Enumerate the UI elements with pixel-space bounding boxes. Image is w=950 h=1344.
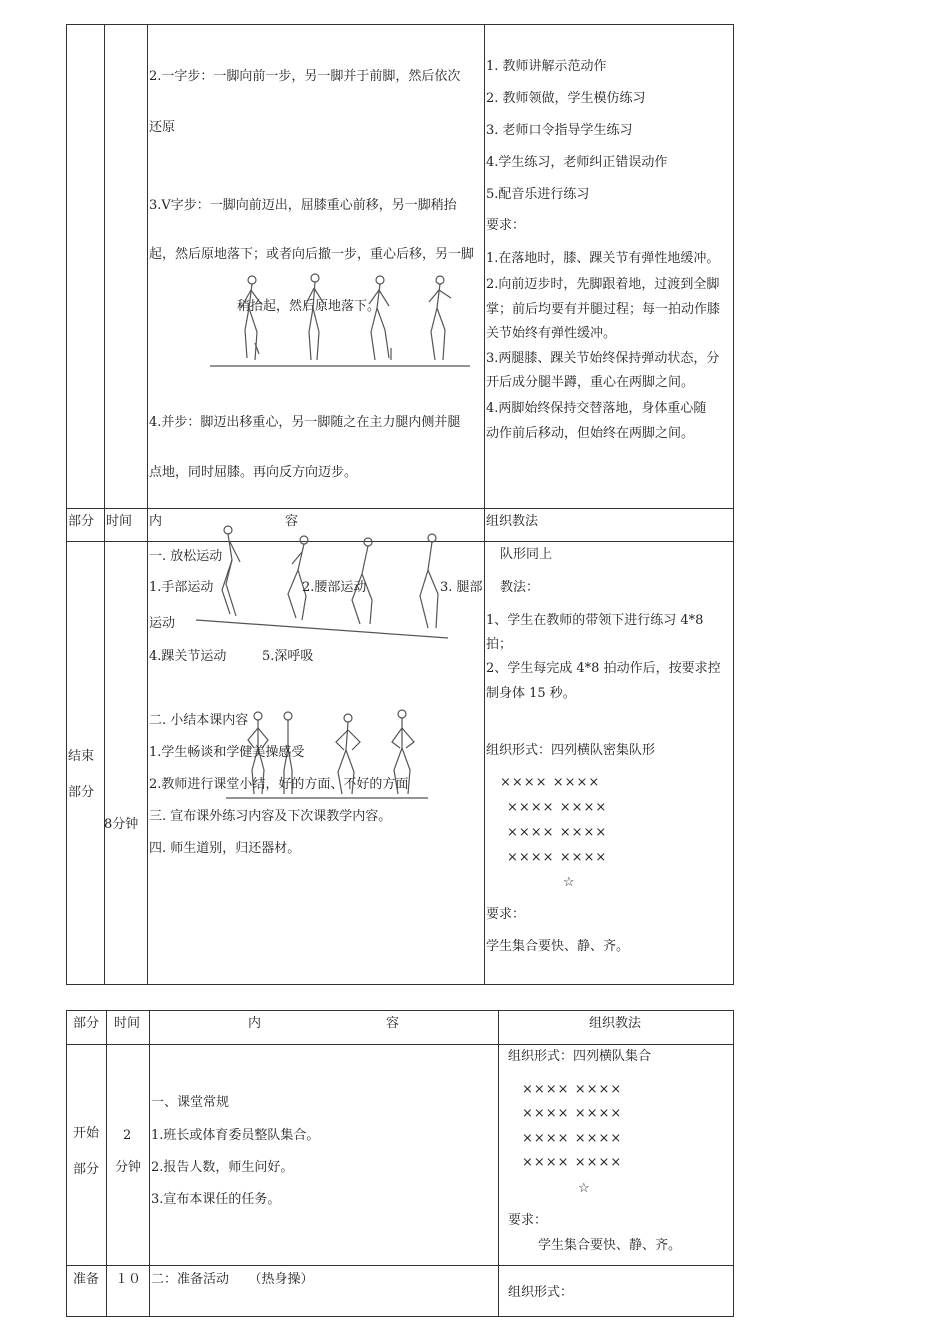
header-method: 组织教法	[486, 514, 539, 529]
start-content-4: 3.宣布本课任的任务。	[151, 1192, 281, 1207]
start-content-2: 1.班长或体育委员整队集合。	[151, 1128, 320, 1143]
end-part-label: 结束	[68, 749, 95, 764]
end-content-9: 四. 师生道别，归还器材。	[149, 841, 301, 856]
step-4-text-cont: 点地，同时屈膝。再向反方向迈步。	[149, 465, 358, 480]
start-formation-row-4: ×××× ××××	[522, 1155, 623, 1170]
requirement-2: 2.向前迈步时，先脚跟着地，过渡到全脚	[486, 277, 720, 292]
header-content-b: 容	[285, 514, 299, 529]
end-content-5: 二. 小结本课内容	[149, 713, 249, 728]
prep-content-1: 二：准备活动 （热身操）	[151, 1272, 314, 1287]
requirement-3-cont: 开后成分腿半蹲，重心在两脚之间。	[486, 375, 695, 390]
end-method-1: 队形同上	[500, 547, 553, 562]
end-content-4a: 4.踝关节运动	[149, 649, 227, 664]
end-requirement-label: 要求：	[486, 907, 526, 922]
start-part-label-2: 部分	[73, 1162, 100, 1177]
end-content-4b: 5.深呼吸	[262, 649, 314, 664]
start-part-label: 开始	[73, 1126, 100, 1141]
method-1: 1. 教师讲解示范动作	[486, 59, 607, 74]
header-part: 部分	[68, 514, 95, 529]
end-method-3: 1、学生在教师的带领下进行练习 4*8	[486, 613, 704, 628]
start-content-3: 2.报告人数，师生问好。	[151, 1160, 294, 1175]
requirement-2-cont: 掌；前后均要有并腿过程；每一拍动作膝	[486, 302, 721, 317]
teacher-star-icon: ☆	[563, 875, 575, 890]
requirement-4-cont: 动作前后移动，但始终在两脚之间。	[486, 426, 695, 441]
end-method-4: 2、学生每完成 4*8 拍动作后，按要求控	[486, 661, 721, 676]
formation-row-2: ×××× ××××	[507, 800, 608, 815]
end-content-2c: 3. 腿部	[440, 580, 483, 595]
end-method-3-cont: 拍；	[486, 637, 513, 652]
header-time-2: 时间	[114, 1016, 141, 1031]
prep-time: １０	[115, 1272, 142, 1287]
header-time: 时间	[106, 514, 133, 529]
prep-part-label: 准备	[73, 1272, 100, 1287]
method-3: 3. 老师口令指导学生练习	[486, 123, 633, 138]
method-2: 2. 教师领做，学生模仿练习	[486, 91, 646, 106]
end-content-7: 2.教师进行课堂小结，好的方面、不好的方面	[149, 777, 409, 792]
start-requirement-label: 要求：	[508, 1213, 548, 1228]
step-2-text: 2.一字步：一脚向前一步，另一脚并于前脚，然后依次	[149, 69, 461, 84]
method-4: 4.学生练习，老师纠正错误动作	[486, 155, 668, 170]
start-content-1: 一、课堂常规	[151, 1095, 230, 1110]
start-time-unit: 分钟	[115, 1160, 142, 1175]
end-content-2b: 2.腰部运动	[302, 580, 367, 595]
requirement-3: 3.两腿膝、踝关节始终保持弹动状态，分	[486, 351, 720, 366]
method-5: 5.配音乐进行练习	[486, 187, 590, 202]
header-part-2: 部分	[73, 1016, 100, 1031]
v-step-figure	[205, 268, 475, 372]
header-content-a-2: 内	[248, 1016, 262, 1031]
step-3-text-cont: 起，然后原地落下；或者向后撤一步，重心后移，另一脚	[149, 247, 475, 262]
end-time: 8分钟	[104, 817, 139, 832]
end-content-6: 1.学生畅谈和学健美操感受	[149, 745, 305, 760]
requirement-label: 要求：	[486, 218, 526, 233]
requirement-2-cont2: 关节始终有弹性缓冲。	[486, 326, 617, 341]
end-requirement-text: 学生集合要快、静、齐。	[486, 939, 630, 954]
end-method-2: 教法：	[500, 580, 540, 595]
start-requirement-text: 学生集合要快、静、齐。	[538, 1238, 682, 1253]
start-formation-row-2: ×××× ××××	[522, 1106, 623, 1121]
end-content-2a: 1.手部运动	[149, 580, 214, 595]
start-formation-row-1: ×××× ××××	[522, 1082, 623, 1097]
header-content-b-2: 容	[386, 1016, 400, 1031]
step-2-text-cont: 还原	[149, 120, 176, 135]
step-3-text: 3.V字步：一脚向前迈出，屈膝重心前移，另一脚稍抬	[149, 198, 457, 213]
step-4-text: 4.并步：脚迈出移重心，另一脚随之在主力腿内侧并腿	[149, 415, 461, 430]
formation-row-4: ×××× ××××	[507, 850, 608, 865]
header-method-2: 组织教法	[589, 1016, 642, 1031]
formation-row-3: ×××× ××××	[507, 825, 608, 840]
start-formation-row-3: ×××× ××××	[522, 1131, 623, 1146]
end-content-3: 运动	[149, 616, 176, 631]
header-content-a: 内	[149, 514, 163, 529]
end-content-8: 三. 宣布课外练习内容及下次课教学内容。	[149, 809, 392, 824]
end-method-4-cont: 制身体 15 秒。	[486, 686, 576, 701]
step-3-text-cont2: 稍抬起，然后原地落下。	[237, 299, 381, 314]
prep-formation-title: 组织形式：	[508, 1285, 574, 1300]
start-time-number: 2	[123, 1128, 132, 1143]
end-formation-title: 组织形式：四列横队密集队形	[486, 743, 656, 758]
end-content-1: 一. 放松运动	[149, 549, 223, 564]
start-teacher-star-icon: ☆	[578, 1181, 590, 1196]
start-formation-title: 组织形式：四列横队集合	[508, 1049, 652, 1064]
requirement-4: 4.两脚始终保持交替落地，身体重心随	[486, 401, 707, 416]
requirement-1: 1.在落地时，膝、踝关节有弹性地缓冲。	[486, 251, 720, 266]
formation-row-1: ×××× ××××	[500, 775, 601, 790]
end-part-label-2: 部分	[68, 785, 95, 800]
